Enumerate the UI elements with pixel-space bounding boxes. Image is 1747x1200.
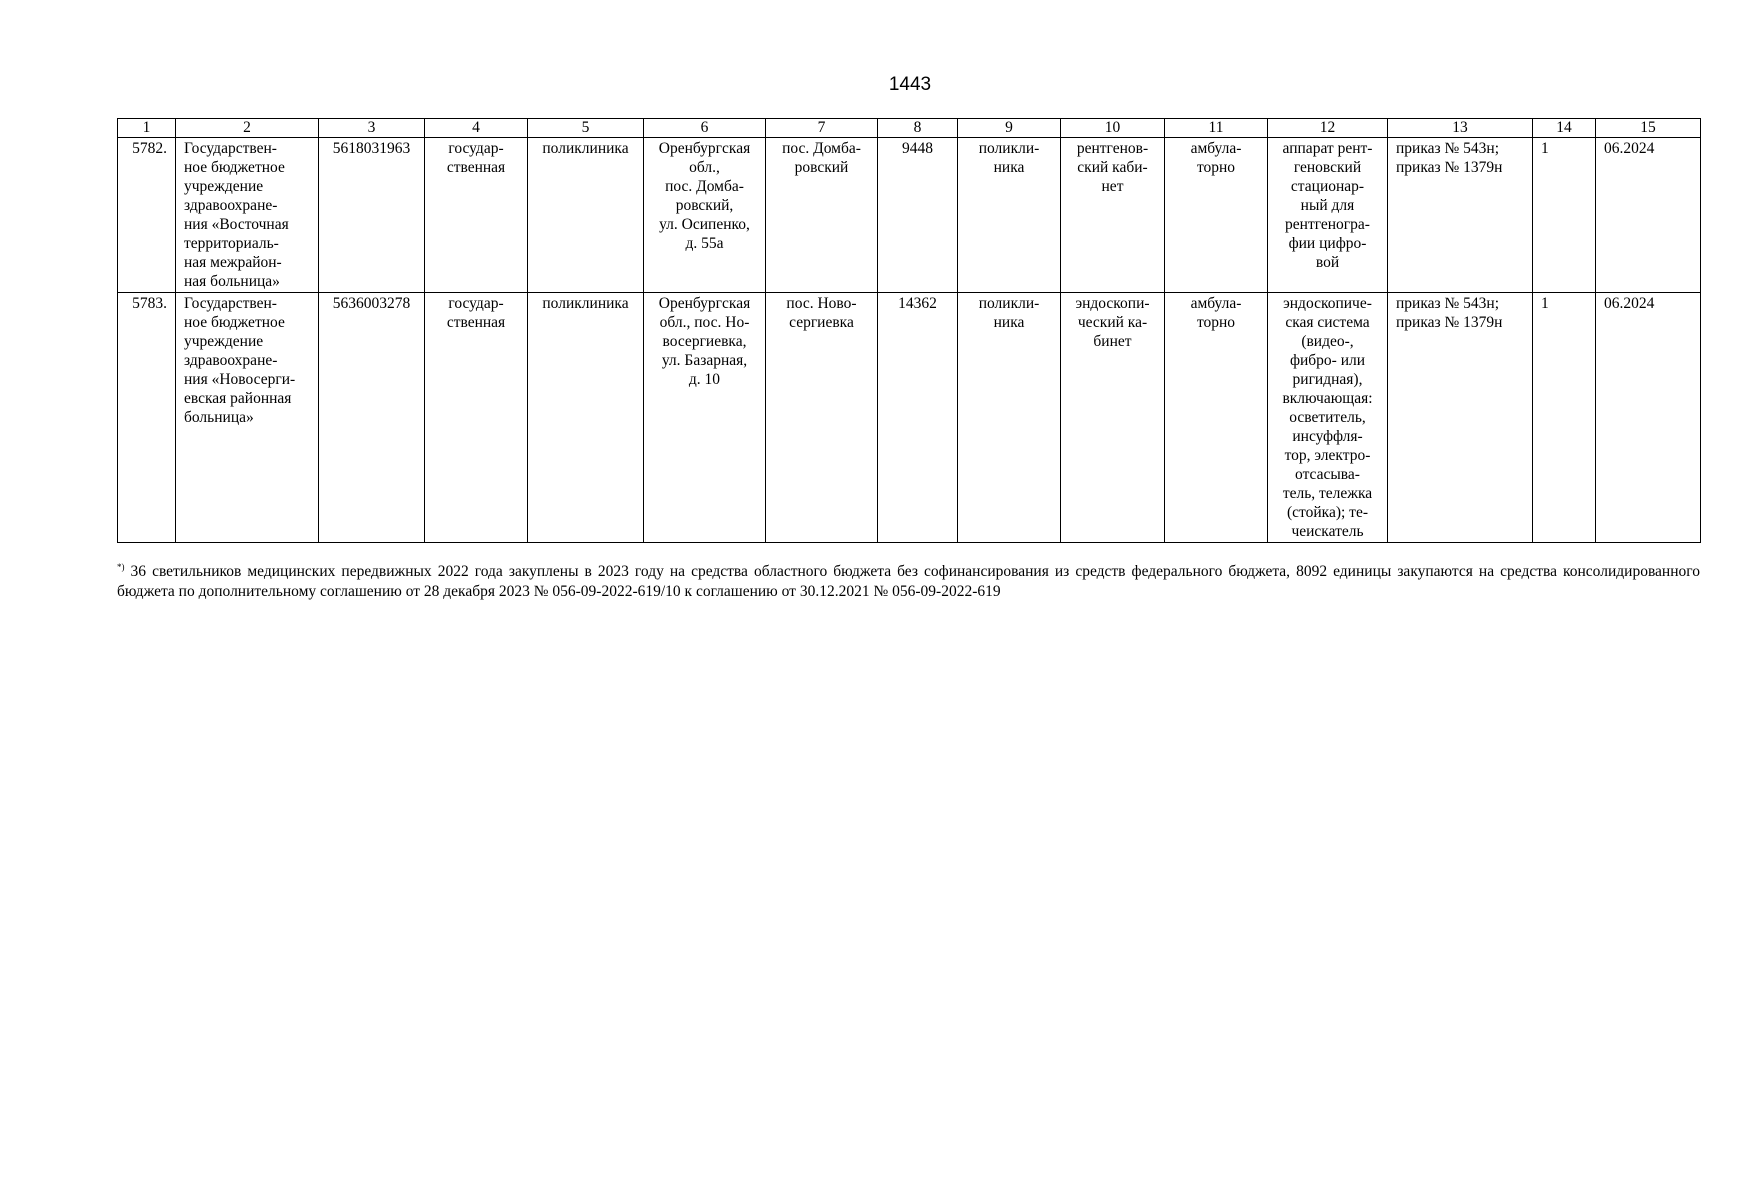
inn: 5618031963	[319, 138, 425, 293]
column-header: 5	[528, 119, 644, 138]
equipment-registry-table	[117, 118, 1701, 543]
column-header: 12	[1268, 119, 1388, 138]
care-form: амбула- торно	[1165, 138, 1268, 293]
date: 06.2024	[1596, 138, 1701, 293]
room: рентгенов- ский каби- нет	[1061, 138, 1165, 293]
row-number: 5783.	[118, 293, 176, 543]
column-header: 2	[176, 119, 319, 138]
column-header: 3	[319, 119, 425, 138]
column-header: 7	[766, 119, 878, 138]
ownership-form: государ- ственная	[425, 138, 528, 293]
footnote-marker: *)	[117, 562, 125, 572]
settlement: пос. Ново- сергиевка	[766, 293, 878, 543]
institution-name: Государствен- ное бюджетное учреждение здравоохране- ния «Восточная территориаль- ная межрайон- ная больница»	[176, 138, 319, 293]
population: 14362	[878, 293, 958, 543]
column-header: 4	[425, 119, 528, 138]
equipment: эндоскопиче- ская система (видео-, фибро- или ригидная), включающая: осветитель, инсуффля- тор, электро- отсасыва- тель, тележка (стойка); те- чеискатель	[1268, 293, 1388, 543]
table-row	[118, 138, 1701, 293]
order: приказ № 543н; приказ № 1379н	[1388, 138, 1533, 293]
column-number-row	[118, 119, 1701, 138]
column-header: 6	[644, 119, 766, 138]
institution-name: Государствен- ное бюджетное учреждение здравоохране- ния «Новосерги- евская районная больница»	[176, 293, 319, 543]
row-number: 5782.	[118, 138, 176, 293]
page-number: 1443	[888, 74, 932, 95]
room: эндоскопи- ческий ка- бинет	[1061, 293, 1165, 543]
column-header: 13	[1388, 119, 1533, 138]
address: Оренбургская обл., пос. Но- восергиевка, ул. Базарная, д. 10	[644, 293, 766, 543]
date: 06.2024	[1596, 293, 1701, 543]
quantity: 1	[1533, 293, 1596, 543]
column-header: 8	[878, 119, 958, 138]
footnote	[117, 562, 1700, 602]
facility-type: поликлиника	[528, 138, 644, 293]
settlement: пос. Домба- ровский	[766, 138, 878, 293]
column-header: 15	[1596, 119, 1701, 138]
order: приказ № 543н; приказ № 1379н	[1388, 293, 1533, 543]
facility-type: поликлиника	[528, 293, 644, 543]
column-header: 10	[1061, 119, 1165, 138]
column-header: 14	[1533, 119, 1596, 138]
quantity: 1	[1533, 138, 1596, 293]
care-form: амбула- торно	[1165, 293, 1268, 543]
column-header: 9	[958, 119, 1061, 138]
column-header: 1	[118, 119, 176, 138]
division: поликли- ника	[958, 293, 1061, 543]
equipment: аппарат рент- геновский стационар- ный для рентгеногра- фии цифро- вой	[1268, 138, 1388, 293]
population: 9448	[878, 138, 958, 293]
inn: 5636003278	[319, 293, 425, 543]
ownership-form: государ- ственная	[425, 293, 528, 543]
table-row	[118, 293, 1701, 543]
address: Оренбургская обл., пос. Домба- ровский, ул. Осипенко, д. 55а	[644, 138, 766, 293]
division: поликли- ника	[958, 138, 1061, 293]
column-header: 11	[1165, 119, 1268, 138]
footnote-text: 36 светильников медицинских передвижных 2022 года закуплены в 2023 году на средства областного бюджета без софинансирования из средств федерального бюджета, 8092 единицы закупаются на средства консолидированного бюджета по дополнительному соглашению от 28 декабря 2023 № 056-09-2022-619/10 к соглашению от 30.12.2021 № 056-09-2022-619	[117, 563, 1700, 600]
